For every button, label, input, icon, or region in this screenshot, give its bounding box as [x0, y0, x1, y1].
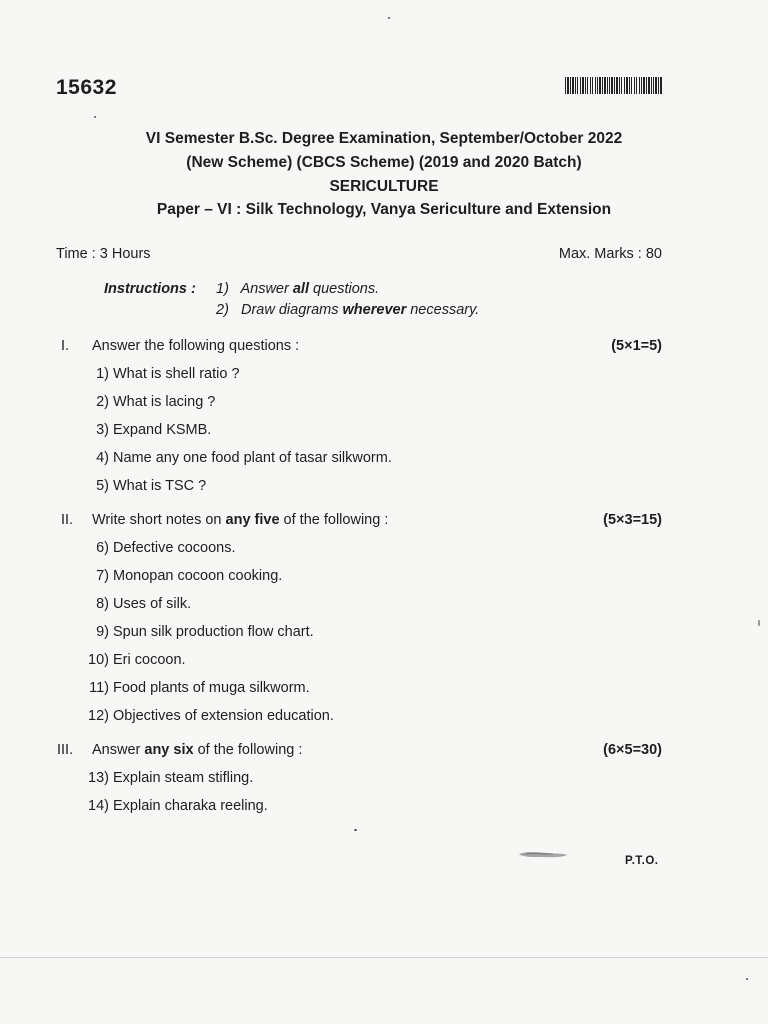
question-number: 3) [96, 422, 109, 438]
section-heading [92, 742, 302, 758]
section-heading-emphasis: any six [144, 742, 194, 758]
barcode-bar [658, 77, 659, 94]
barcode-bar [626, 77, 628, 94]
barcode-bar [653, 77, 654, 94]
barcode [565, 77, 662, 94]
barcode-bar [660, 77, 662, 94]
section-heading-text: of the following : [279, 512, 389, 528]
barcode-bar [616, 77, 618, 94]
question-text: Eri cocoon. [113, 652, 186, 668]
barcode-bar [577, 77, 578, 94]
question-text: Objectives of extension education. [113, 708, 334, 724]
barcode-bar [570, 77, 571, 94]
question-number: 5) [96, 478, 109, 494]
barcode-bar [648, 77, 650, 94]
instruction-text: necessary. [406, 302, 480, 318]
question-text: What is TSC ? [113, 478, 207, 494]
barcode-bar [592, 77, 593, 94]
question-number: 2) [96, 394, 109, 410]
barcode-bar [599, 77, 601, 94]
barcode-bar [580, 77, 581, 94]
barcode-bar [572, 77, 574, 94]
question-text: Explain steam stifling. [113, 770, 254, 786]
instruction-item [216, 281, 379, 297]
instructions-label: Instructions : [104, 281, 196, 297]
section-heading-text: Write short notes on [92, 512, 226, 528]
instruction-text: Draw diagrams [241, 302, 343, 318]
barcode-bar [631, 77, 632, 94]
scan-speck [94, 116, 96, 118]
scan-speck [388, 17, 390, 19]
barcode-bar [565, 77, 566, 94]
time-allowed: Time : 3 Hours [56, 246, 151, 262]
barcode-bar [629, 77, 630, 94]
section-heading [92, 338, 299, 354]
instruction-number: 1) [216, 281, 229, 297]
question-text: What is shell ratio ? [113, 366, 240, 382]
section-heading [92, 512, 388, 528]
question-text: Uses of silk. [113, 596, 192, 612]
question-number: 1) [96, 366, 109, 382]
paper-title: Paper – VI : Silk Technology, Vanya Sericulture and Extension [156, 201, 612, 218]
question-text: Defective cocoons. [113, 540, 236, 556]
barcode-bar [636, 77, 637, 94]
question-text: Food plants of muga silkworm. [113, 680, 310, 696]
question-text: What is lacing ? [113, 394, 216, 410]
barcode-bar [646, 77, 647, 94]
section-heading-text: of the following : [193, 742, 303, 758]
section-number: I. [61, 338, 70, 354]
barcode-bar [641, 77, 642, 94]
barcode-bar [639, 77, 640, 94]
question-number: 13) [88, 770, 109, 786]
question-text: Monopan cocoon cooking. [113, 568, 283, 584]
paper-code: 15632 [56, 76, 117, 99]
subject-title: SERICULTURE [329, 178, 439, 195]
question-number: 4) [96, 450, 109, 466]
barcode-bar [619, 77, 620, 94]
barcode-bar [643, 77, 645, 94]
question-number: 7) [96, 568, 109, 584]
instruction-item [216, 302, 479, 318]
barcode-bar [597, 77, 598, 94]
barcode-bar [582, 77, 584, 94]
question-text: Name any one food plant of tasar silkworm. [113, 450, 392, 466]
barcode-bar [634, 77, 635, 94]
barcode-bar [590, 77, 591, 94]
page-edge-line [0, 957, 768, 958]
question-number: 11) [89, 680, 109, 696]
section-heading-text: Answer [92, 742, 145, 758]
barcode-bar [621, 77, 622, 94]
barcode-bar [567, 77, 569, 94]
section-marks: (5×3=15) [603, 512, 662, 528]
barcode-bar [624, 77, 625, 94]
question-number: 8) [96, 596, 109, 612]
question-number: 10) [88, 652, 109, 668]
barcode-bar [595, 77, 596, 94]
exam-title: VI Semester B.Sc. Degree Examination, September/October 2022 [145, 130, 623, 147]
barcode-bar [575, 77, 576, 94]
scan-speck [746, 978, 748, 980]
question-number: 12) [88, 708, 109, 724]
section-marks: (5×1=5) [611, 338, 662, 354]
instruction-emphasis: wherever [342, 302, 407, 318]
barcode-bar [604, 77, 606, 94]
instruction-text: questions. [308, 281, 380, 297]
question-number: 14) [88, 798, 109, 814]
instruction-number: 2) [216, 302, 229, 318]
question-number: 6) [96, 540, 109, 556]
barcode-bar [602, 77, 603, 94]
barcode-bar [609, 77, 610, 94]
section-number: II. [61, 512, 74, 528]
barcode-bar [614, 77, 615, 94]
instruction-emphasis: all [292, 281, 309, 297]
barcode-bar [611, 77, 613, 94]
barcode-bar [607, 77, 608, 94]
question-text: Spun silk production flow chart. [113, 624, 314, 640]
barcode-bar [651, 77, 652, 94]
section-marks: (6×5=30) [603, 742, 662, 758]
section-number: III. [57, 742, 74, 758]
question-text: Explain charaka reeling. [113, 798, 268, 814]
scheme-line: (New Scheme) (CBCS Scheme) (2019 and 2020 Batch) [186, 154, 582, 171]
barcode-bar [655, 77, 657, 94]
scan-speck [354, 829, 357, 831]
question-text: Expand KSMB. [113, 422, 212, 438]
barcode-bar [585, 77, 586, 94]
max-marks: Max. Marks : 80 [558, 246, 662, 262]
instruction-text: Answer [240, 281, 293, 297]
ink-smudge [517, 850, 569, 859]
scan-speck [758, 620, 760, 626]
question-number: 9) [96, 624, 109, 640]
please-turn-over: P.T.O. [625, 855, 659, 867]
barcode-bar [587, 77, 588, 94]
section-heading-text: Answer the following questions : [92, 338, 300, 354]
section-heading-emphasis: any five [225, 512, 280, 528]
